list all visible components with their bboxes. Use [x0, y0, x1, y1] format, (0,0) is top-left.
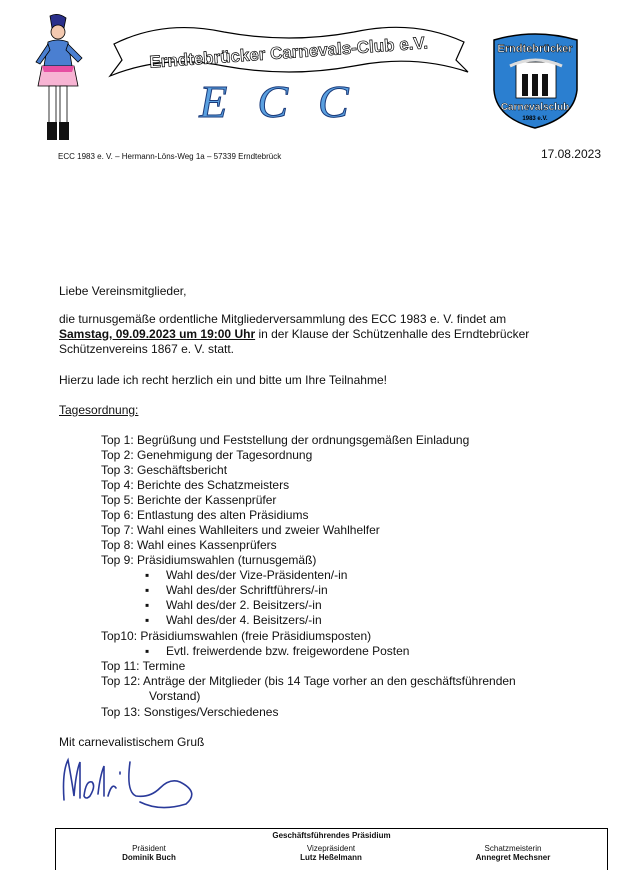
- agenda-item-continued: Vorstand): [149, 689, 201, 703]
- sender-address: ECC 1983 e. V. – Hermann-Löns-Weg 1a – 57339 Erndtebrück: [58, 152, 282, 161]
- agenda-subitem: ▪ Wahl des/der 4. Beisitzers/-in: [148, 613, 322, 628]
- footer-title: Geschäftsführendes Präsidium: [272, 831, 391, 840]
- agenda-item: Top 9: Präsidiumswahlen (turnusgemäß): [101, 553, 317, 567]
- agenda-subitem: ▪ Wahl des/der Vize-Präsidenten/-in: [148, 568, 347, 583]
- mascot-illustration: [28, 14, 90, 146]
- agenda-item: Top 12: Anträge der Mitglieder (bis 14 Tage vorher an den geschäftsführenden: [101, 674, 516, 688]
- agenda-item: Top10: Präsidiumswahlen (freie Präsidiumsposten): [101, 629, 372, 643]
- closing: Mit carnevalistischem Gruß: [59, 735, 205, 749]
- logo-text-top: Erndtebrücker: [497, 43, 573, 55]
- agenda-subitem: ▪ Wahl des/der Schriftführers/-in: [148, 583, 328, 598]
- agenda-item: Top 4: Berichte des Schatzmeisters: [101, 478, 290, 492]
- logo-text-bottom: Carnevalsclub: [500, 102, 570, 113]
- agenda-item: Top 3: Geschäftsbericht: [101, 463, 228, 477]
- agenda-title: Tagesordnung:: [59, 403, 139, 417]
- agenda-item: Top 7: Wahl eines Wahlleiters und zweier Wahlhelfer: [101, 523, 380, 537]
- salutation: Liebe Vereinsmitglieder,: [59, 284, 187, 298]
- footer-role-vicepresident: Vizepräsident Lutz Heßelmann: [300, 844, 362, 862]
- footer-role-treasurer: Schatzmeisterin Annegret Mechsner: [475, 844, 551, 862]
- logo-year: 1983 e.V.: [522, 116, 548, 122]
- agenda-subitem: ▪ Wahl des/der 2. Beisitzers/-in: [148, 598, 322, 613]
- letter-date: 17.08.2023: [540, 147, 601, 161]
- club-shield-logo: [488, 30, 583, 130]
- footer-board: [55, 828, 608, 870]
- agenda-item: Top 13: Sonstiges/Verschiedenes: [101, 705, 279, 719]
- agenda-item: Top 8: Wahl eines Kassenprüfers: [101, 538, 277, 552]
- signature: [60, 752, 210, 814]
- club-banner: [104, 14, 474, 126]
- agenda-item: Top 1: Begrüßung und Feststellung der ordnungsgemäßen Einladung: [101, 433, 470, 447]
- invitation-text: Hierzu lade ich recht herzlich ein und bitte um Ihre Teilnahme!: [59, 373, 387, 387]
- footer-role-president: Präsident Dominik Buch: [122, 844, 176, 862]
- banner-title: Erndtebrücker Carnevals-Club e.V.: [148, 33, 429, 72]
- agenda-item: Top 5: Berichte der Kassenprüfer: [101, 493, 277, 507]
- meeting-date: Samstag, 09.09.2023 um 19:00 Uhr: [59, 327, 256, 341]
- agenda-item: Top 6: Entlastung des alten Präsidiums: [101, 508, 309, 522]
- banner-abbr: ECC: [199, 76, 379, 126]
- intro-paragraph: die turnusgemäße ordentliche Mitgliederversammlung des ECC 1983 e. V. findet am Samstag, 09.09.2023 um 19:00 Uhr in der Klause der Schützenhalle des Erndtebrücker Schützenvereins 1867 e. V. statt.: [59, 312, 530, 356]
- agenda-item: Top 11: Termine: [101, 659, 186, 673]
- agenda-subitem: ▪ Evtl. freiwerdende bzw. freigewordene Posten: [148, 644, 409, 659]
- agenda-item: Top 2: Genehmigung der Tagesordnung: [101, 448, 313, 462]
